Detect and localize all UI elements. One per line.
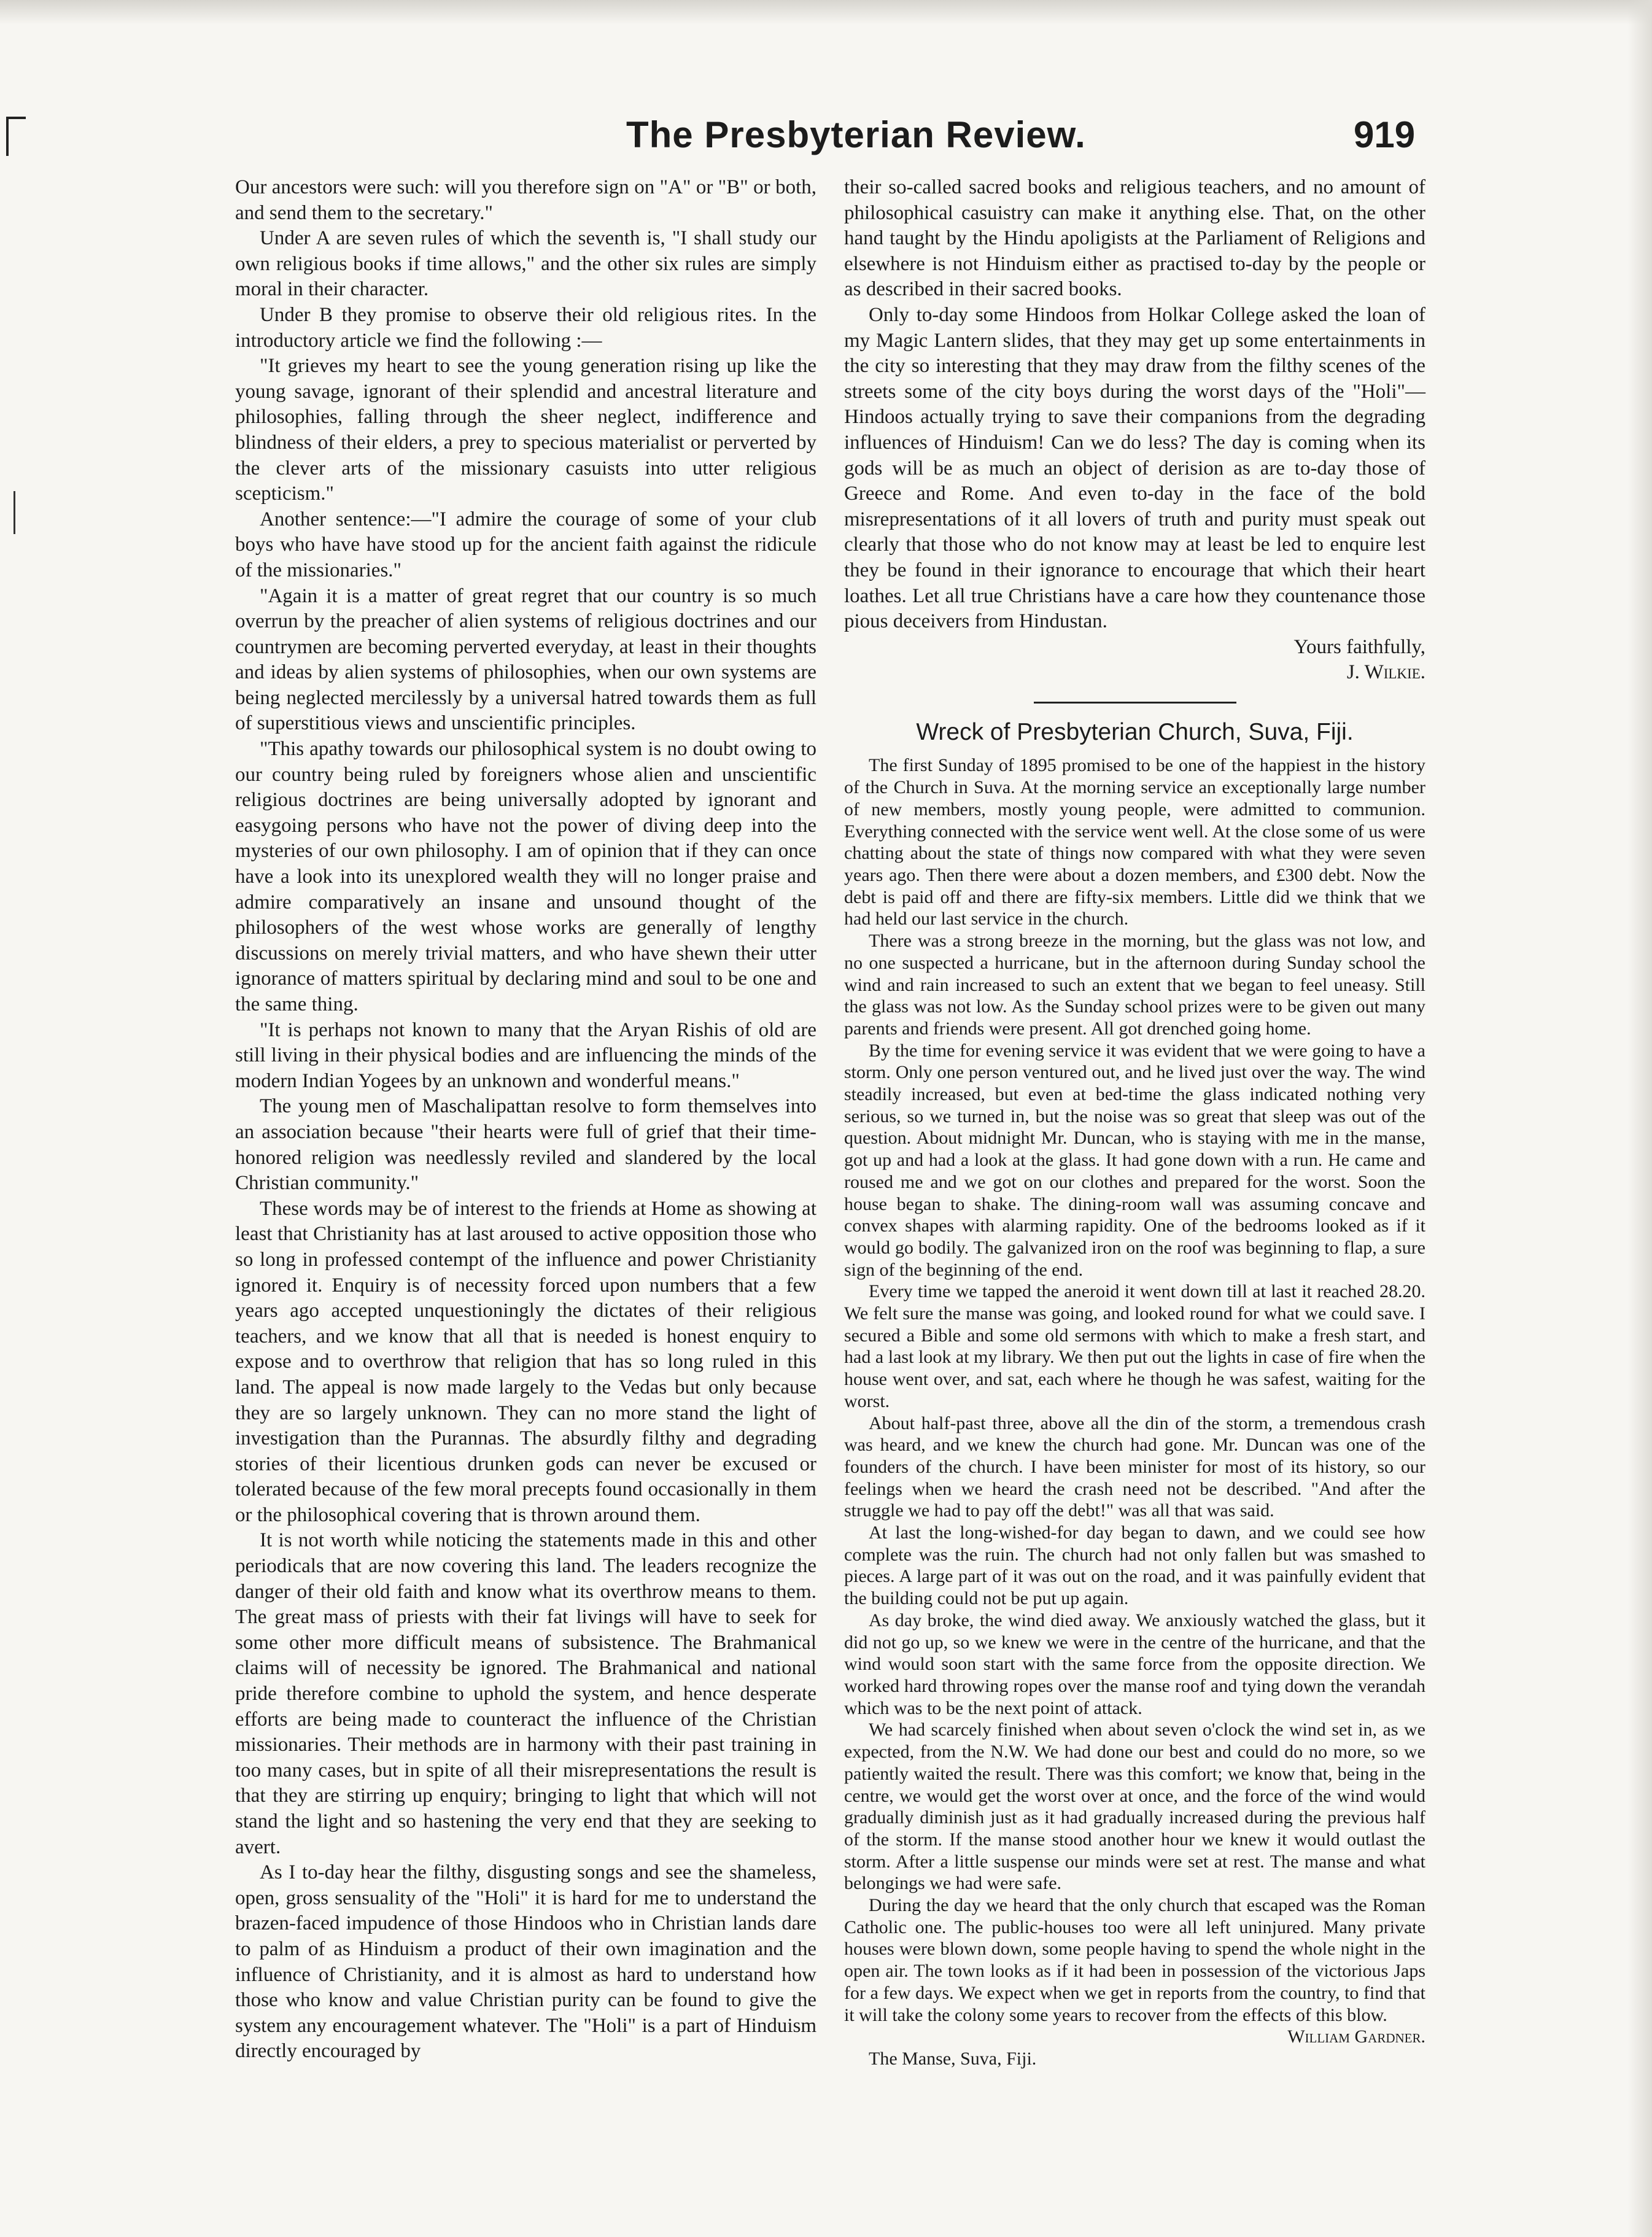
left-column bbox=[235, 175, 816, 2064]
paragraph: The first Sunday of 1895 promised to be one of the happiest in the history of the Church in Suva. At the morning service an exceptionally large number of new members, mostly young people, were admitted to communion. Everything connected with the service went well. At the close some of us were chatting about the state of things now compared with what they were seven years ago. Then there were about a dozen members, and £300 debt. Now the debt is paid off and there are fifty-six members. Little did we think that we had held our last service in the church. bbox=[844, 755, 1425, 929]
article-title: Wreck of Presbyterian Church, Suva, Fiji. bbox=[916, 718, 1354, 745]
letter-signoff bbox=[844, 635, 1425, 661]
paragraph: their so-called sacred books and religious teachers, and no amount of philosophical casuistry can make it anything else. That, on the other hand taught by the Hindu apoligists at the Parliament of Religions and elsewhere is not Hinduism either as practised to-day by the people or as described in their sacred books. bbox=[844, 176, 1425, 301]
paragraph: About half-past three, above all the din of the storm, a tremendous crash was heard, and we knew the church had gone. Mr. Duncan was one of the founders of the church. I have been minister for most of its history, so our feelings when we heard the crash need not be described. "And after the struggle we had to pay off the debt!" was all that was said. bbox=[844, 1413, 1425, 1521]
article-author: William Gardner. bbox=[1287, 2026, 1425, 2047]
paragraph: As day broke, the wind died away. We anxiously watched the glass, but it did not go up, so we knew we were in the centre of the hurricane, and that the wind would soon start with the same force from the opposite direction. We worked hard throwing ropes over the manse roof and tying down the verandah which was to be the next point of attack. bbox=[844, 1610, 1425, 1718]
page-number: 919 bbox=[1354, 114, 1416, 155]
paragraph: "This apathy towards our philosophical system is no doubt owing to our country being ruled by foreigners whose alien and unscientific religious doctrines are being universally adopted by ignorant and easygoing persons who have not the power of diving deep into the mysteries of our own philosophy. I am of opinion that if they can once have a look into its unexplored wealth they will no longer praise and admire comparatively an insane and unsound thought of the philosophers of the west whose works are generally of lengthy discussions on merely trivial matters, and who have shewn their utter ignorance of matters spiritual by declaring mind and soul to be one and the same thing. bbox=[235, 738, 816, 1015]
paragraph: We had scarcely finished when about seven o'clock the wind set in, as we expected, from the N.W. We had done our best and could do no more, so we patiently waited the result. There was this comfort; we know that, being in the centre, we would get the worst over at once, and the force of the wind would gradually diminish just as it had gradually increased during the previous half of the storm. If the manse stood another hour we knew it would outlast the storm. After a little suspense our minds were set at rest. The manse and what belongings we had were safe. bbox=[844, 1719, 1425, 1894]
paragraph: It is not worth while noticing the statements made in this and other periodicals that are now covering this land. The leaders recognize the danger of their old faith and know what its overthrow means to them. The great mass of priests with their fat livings will have to seek for some other more difficult means of subsistence. The Brahmanical claims will of necessity be ignored. The Brahmanical and national pride therefore combine to uphold the system, and hence desperate efforts are being made to counteract the influence of the Christian missionaries. Their methods are in harmony with their past training in too many cases, but in spite of all their misrepresentations the result is that they are stirring up enquiry; bringing to light that which will not stand the light and so hastening the very end that they are seeking to avert. bbox=[235, 1529, 816, 1858]
page-header bbox=[0, 114, 1652, 163]
scan-edge-right bbox=[1627, 0, 1652, 2237]
paragraph: "It grieves my heart to see the young generation rising up like the young savage, ignorant of their splendid and ancestral literature and philosophies, falling through the sheer neglect, indifference and blindness of their elders, a prey to specious materialist or perverted by the clever arts of the missionary casuists into utter religious scepticism." bbox=[235, 355, 816, 505]
paragraph: During the day we heard that the only church that escaped was the Roman Catholic one. The public-houses too were all left uninjured. Many private houses were blown down, some people having to spend the whole night in the open air. The town looks as if it had been in possession of the victorious Japs for a few days. We expect when we get in reports from the country, to find that it will take the colony some years to recover from the effects of this blow. bbox=[844, 1895, 1425, 2025]
paragraph: Under A are seven rules of which the seventh is, "I shall study our own religious books if time allows," and the other six rules are simply moral in their character. bbox=[235, 227, 816, 301]
paragraph: Only to-day some Hindoos from Holkar College asked the loan of my Magic Lantern slides, that they may get up some entertainments in the city so interesting that they may draw from the filthy scenes of the streets some of the city boys during the worst days of the "Holi"—Hindoos actually trying to save their companions from the degrading influences of Hinduism! Can we do less? The day is coming when its gods will be as much an object of derision as are to-day those of Greece and Rome. And even to-day in the face of the bold misrepresentations of it all lovers of truth and purity must speak out clearly that those who do not know may at least be led to enquire lest they be found in their ignorance to encourage that which their heart loathes. Let all true Christians have a care how they countenance those pious deceivers from Hindustan. bbox=[844, 303, 1425, 633]
paragraph: "Again it is a matter of great regret that our country is so much overrun by the preacher of alien systems of religious doctrines and our countrymen are becoming perverted everyday, at least in their thoughts and ideas by alien systems of philosophies, when our own systems are being neglected mercilessly by a universal hatred towards them as full of superstitious views and unscientific principles. bbox=[235, 584, 816, 735]
paragraph: By the time for evening service it was evident that we were going to have a storm. Only one person ventured out, and he lived just over the way. The wind steadily increased, but even at bed-time the glass indicated nothing very serious, so we turned in, but the noise was so great that sleep was out of the question. About midnight Mr. Duncan, who is staying with me in the manse, got up and had a look at the glass. It had gone down with a run. He came and roused me and we got on our clothes and prepared for the worst. Soon the house began to shake. The dining-room wall was assuming concave and convex shapes with alarming rapidity. One of the bedrooms looked as if it would go bodily. The galvanized iron on the roof was beginning to flap, a sure sign of the beginning of the end. bbox=[844, 1040, 1425, 1280]
letter-author: J. Wilkie. bbox=[1346, 661, 1425, 684]
paragraph: Another sentence:—"I admire the courage of some of your club boys who have have stood up for the ancient faith against the ridicule of the missionaries." bbox=[235, 508, 816, 581]
paragraph: The young men of Maschalipattan resolve to form themselves into an association because "their hearts were full of grief that their time-honored religion was needlessly reviled and slandered by the local Christian community." bbox=[235, 1095, 816, 1195]
paragraph: Our ancestors were such: will you therefore sign on "A" or "B" or both, and send them to the secretary." bbox=[235, 176, 816, 224]
journal-title: The Presbyterian Review. bbox=[626, 114, 1086, 155]
paragraph: There was a strong breeze in the morning, but the glass was not low, and no one suspected a hurricane, but in the afternoon during Sunday school the wind and rain increased to such an extent that we began to feel uneasy. Still the glass was not low. As the Sunday school prizes were to be given out many parents and friends were present. All got drenched going home. bbox=[844, 931, 1425, 1039]
article-place: The Manse, Suva, Fiji. bbox=[869, 2048, 1037, 2069]
paragraph: As I to-day hear the filthy, disgusting songs and see the shameless, open, gross sensuality of the "Holi" it is hard for me to understand the brazen-faced impudence of those Hindoos who in Christian lands dare to palm of as Hinduism a product of their own imagination and the influence of Christianity, and it is almost as hard to understand how those who know and value Christian purity can be found to give the system any encouragement whatever. The "Holi" is a part of Hinduism directly encouraged by bbox=[235, 1861, 816, 2063]
paragraph: Under B they promise to observe their old religious rites. In the introductory article we find the following :— bbox=[235, 303, 816, 352]
article-body bbox=[844, 754, 1425, 2069]
paragraph: These words may be of interest to the friends at Home as showing at least that Christianity has at last aroused to active opposition those who so long in professed contempt of the influence and power Christianity ignored it. Enquiry is of necessity forced upon numbers that a few years ago accepted unquestioningly the dictates of their religious teachers, and we know that all that is needed is honest enquiry to expose and to overthrow that religion that has so long ruled in this land. The appeal is now made largely to the Vedas but only because they are so largely unknown. They can no more stand the light of investigation than the Purannas. The absurdly filthy and degrading stories of their licentious drunken gods can never be excused or tolerated because of the few moral precepts found occasionally in them or the philosophical covering that is thrown around them. bbox=[235, 1197, 816, 1526]
paragraph: "It is perhaps not known to many that the Aryan Rishis of old are still living in their physical bodies and are influencing the minds of the modern Indian Yogees by an unknown and wonderful means." bbox=[235, 1018, 816, 1092]
section-divider bbox=[1034, 702, 1236, 704]
margin-tick-mark bbox=[14, 491, 15, 534]
paragraph: Every time we tapped the aneroid it went down till at last it reached 28.20. We felt sure the manse was going, and looked round for what we could save. I secured a Bible and some old sermons with which to make a fresh start, and had a last look at my library. We then put out the lights in case of fire when the house went over, and sat, each where he though he was safest, waiting for the worst. bbox=[844, 1281, 1425, 1411]
scan-edge-top bbox=[0, 0, 1652, 25]
right-column bbox=[844, 175, 1425, 2070]
closing-salutation: Yours faithfully, bbox=[1293, 635, 1425, 658]
paragraph: At last the long-wished-for day began to dawn, and we could see how complete was the ruin. The church had not only fallen but was smashed to pieces. A large part of it was out on the road, and it was painfully evident that the building could not be put up again. bbox=[844, 1522, 1425, 1609]
